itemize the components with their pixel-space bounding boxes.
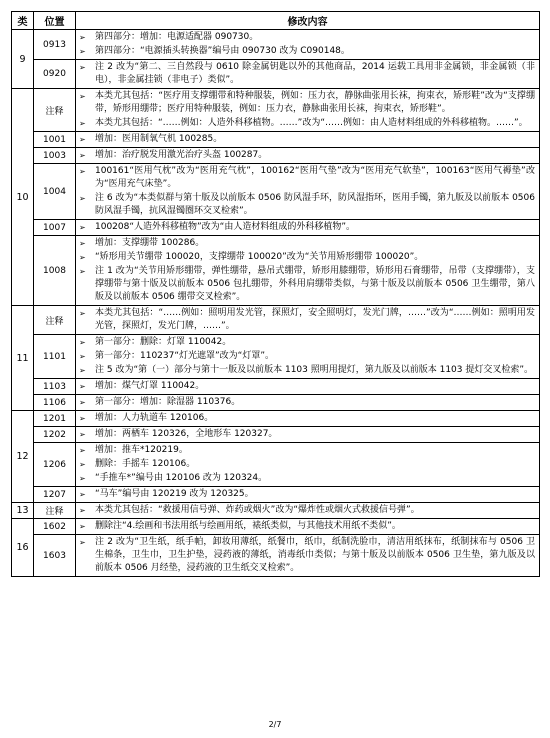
- item-text: 删除注“4.绘画和书法用纸与绘画用纸，裱纸类似，与其他技术用纸不类似”。: [95, 521, 401, 531]
- list-item: [79, 307, 535, 333]
- position-cell: 1202: [34, 427, 76, 443]
- table-row: [12, 503, 540, 519]
- arrow-bullet-icon: ➢: [79, 239, 86, 248]
- item-text: 本类尤其包括：“……例如：人造外科移植物。……”改为“……例如：由人造材料组成的外科移植物。……”。: [95, 118, 528, 128]
- position-cell: 1103: [34, 379, 76, 395]
- list-item: [79, 472, 535, 485]
- table-row: [12, 60, 540, 89]
- content-cell: [76, 443, 540, 487]
- arrow-bullet-icon: ➢: [79, 338, 86, 347]
- content-cell: [76, 60, 540, 89]
- header-position: 位置: [34, 12, 76, 30]
- list-item: [79, 336, 535, 349]
- content-cell: [76, 395, 540, 411]
- list-item: [79, 45, 535, 58]
- arrow-bullet-icon: ➢: [79, 490, 86, 499]
- position-cell: 1206: [34, 443, 76, 487]
- arrow-bullet-icon: ➢: [79, 223, 86, 232]
- list-item: [79, 504, 535, 517]
- arrow-bullet-icon: ➢: [79, 460, 86, 469]
- arrow-bullet-icon: ➢: [79, 119, 86, 128]
- content-cell: [76, 427, 540, 443]
- arrow-bullet-icon: ➢: [79, 474, 86, 483]
- arrow-bullet-icon: ➢: [79, 430, 86, 439]
- table-row: [12, 395, 540, 411]
- table-row: [12, 148, 540, 164]
- arrow-bullet-icon: ➢: [79, 538, 86, 547]
- list-item: [79, 251, 535, 264]
- list-item: [79, 61, 535, 87]
- content-cell: [76, 487, 540, 503]
- list-item: [79, 192, 535, 218]
- content-cell: [76, 236, 540, 306]
- item-text: “矫形用关节绷带 100020，支撑绷带 100020”改为“关节用矫形绷带 100020”。: [95, 252, 424, 262]
- list-item: [79, 350, 535, 363]
- header-class: 类: [12, 12, 34, 30]
- class-number-cell: 16: [12, 519, 34, 577]
- arrow-bullet-icon: ➢: [79, 352, 86, 361]
- item-text: 本类尤其包括：“……例如：照明用发光管，探照灯，安全照明灯，发光门牌，……”改为“……例如：照明用发光管，探照灯，发光门牌，……”。: [95, 308, 535, 331]
- table-row: [12, 89, 540, 132]
- position-cell: 0913: [34, 30, 76, 60]
- content-cell: [76, 306, 540, 335]
- item-text: 本类尤其包括：“救援用信号弹、炸药或烟火”改为“爆炸性或烟火式救援信号弹”。: [95, 505, 420, 515]
- arrow-bullet-icon: ➢: [79, 446, 86, 455]
- table-row: [12, 443, 540, 487]
- list-item: [79, 237, 535, 250]
- item-text: 第一部分：增加：除湿器 110376。: [95, 397, 241, 407]
- table-row: [12, 220, 540, 236]
- content-cell: [76, 535, 540, 577]
- arrow-bullet-icon: ➢: [79, 194, 86, 203]
- arrow-bullet-icon: ➢: [79, 414, 86, 423]
- table-row: [12, 236, 540, 306]
- arrow-bullet-icon: ➢: [79, 92, 86, 101]
- item-text: “马车”编号由 120219 改为 120325。: [95, 489, 254, 499]
- position-cell: 1007: [34, 220, 76, 236]
- position-cell: 1101: [34, 335, 76, 379]
- table-row: [12, 132, 540, 148]
- arrow-bullet-icon: ➢: [79, 63, 86, 72]
- table-row: [12, 411, 540, 427]
- page-number: 2/7: [268, 720, 282, 729]
- list-item: [79, 265, 535, 304]
- arrow-bullet-icon: ➢: [79, 267, 86, 276]
- position-cell: 注释: [34, 306, 76, 335]
- list-item: [79, 412, 535, 425]
- item-text: 第一部分：删除：灯罩 110042。: [95, 337, 232, 347]
- document-page: [11, 11, 539, 577]
- table-row: [12, 519, 540, 535]
- content-cell: [76, 379, 540, 395]
- table-row: [12, 379, 540, 395]
- arrow-bullet-icon: ➢: [79, 47, 86, 56]
- position-cell: 0920: [34, 60, 76, 89]
- content-cell: [76, 220, 540, 236]
- item-text: 注 6 改为“本类似群与第十版及以前版本 0506 防风湿手环，防风湿指环，医用手镯，第九版及以前版本 0506 防风湿手镯，抗风湿镯圈环交叉检索”。: [95, 193, 535, 216]
- item-text: 增加：两栖车 120326，全地形车 120327。: [95, 429, 278, 439]
- table-header-row: [12, 12, 540, 30]
- list-item: [79, 458, 535, 471]
- class-number-cell: 9: [12, 30, 34, 89]
- list-item: [79, 396, 535, 409]
- table-row: [12, 535, 540, 577]
- list-item: [79, 444, 535, 457]
- content-cell: [76, 132, 540, 148]
- item-text: 第一部分：110237“灯光遮罩”改为“灯罩”。: [95, 351, 275, 361]
- class-number-cell: 11: [12, 306, 34, 411]
- item-text: 第四部分：“电源插头转换器”编号由 090730 改为 C090148。: [95, 46, 350, 56]
- item-text: 增加：医用制氧气机 100285。: [95, 134, 223, 144]
- position-cell: 1106: [34, 395, 76, 411]
- item-text: “手推车*”编号由 120106 改为 120324。: [95, 473, 268, 483]
- list-item: [79, 165, 535, 191]
- class-number-cell: 12: [12, 411, 34, 503]
- list-item: [79, 133, 535, 146]
- arrow-bullet-icon: ➢: [79, 366, 86, 375]
- list-item: [79, 380, 535, 393]
- arrow-bullet-icon: ➢: [79, 135, 86, 144]
- position-cell: 1001: [34, 132, 76, 148]
- content-cell: [76, 503, 540, 519]
- item-text: 增加：推车*120219。: [95, 445, 188, 455]
- list-item: [79, 221, 535, 234]
- item-text: 注 2 改为“第二、三自然段与 0610 除金属钥匙以外的其他商品，2014 运载工具用非金属锁，非金属锁（非电），非金属挂锁（非电子）类似”。: [95, 62, 535, 85]
- table-row: [12, 30, 540, 60]
- item-text: 100161“医用气枕”改为“医用充气枕”，100162“医用气垫”改为“医用充气软垫”，100163“医用气褥垫”改为“医用充气床垫”。: [95, 166, 535, 189]
- content-cell: [76, 30, 540, 60]
- content-cell: [76, 89, 540, 132]
- list-item: [79, 117, 535, 130]
- item-text: 删除：手摇车 120106。: [95, 459, 196, 469]
- content-cell: [76, 411, 540, 427]
- table-row: [12, 487, 540, 503]
- item-text: 注 5 改为“第（一）部分与第十一版及以前版本 1103 照明用提灯，第九版及以前版本 1103 提灯交叉检索”。: [95, 365, 534, 375]
- list-item: [79, 149, 535, 162]
- position-cell: 注释: [34, 503, 76, 519]
- list-item: [79, 90, 535, 116]
- arrow-bullet-icon: ➢: [79, 151, 86, 160]
- content-cell: [76, 519, 540, 535]
- position-cell: 1207: [34, 487, 76, 503]
- table-row: [12, 335, 540, 379]
- arrow-bullet-icon: ➢: [79, 398, 86, 407]
- list-item: [79, 31, 535, 44]
- position-cell: 1004: [34, 164, 76, 220]
- list-item: [79, 428, 535, 441]
- item-text: 本类尤其包括：“医疗用支撑绷带和特种服装，例如：压力衣，静脉曲张用长袜，拘束衣，矫形鞋”改为“支撑绷带，矫形用绷带；医疗用特种服装，例如：压力衣，静脉曲张用长袜，拘束衣，矫形鞋”。: [95, 91, 535, 114]
- item-text: 增加：煤气灯罩 110042。: [95, 381, 205, 391]
- item-text: 第四部分：增加：电源适配器 090730。: [95, 32, 259, 42]
- item-text: 注 2 改为“卫生纸，纸手帕，卸妆用薄纸，纸餐巾，纸巾，纸制洗脸巾，清洁用纸抹布，纸制抹布与 0506 卫生棉条，卫生巾，卫生护垫，浸药液的薄纸，消毒纸巾类似；与第十版及以前版本 0506 卫生垫，第九版及以前版本 0506 月经垫，浸药液的卫生纸交叉检索”。: [95, 537, 535, 573]
- arrow-bullet-icon: ➢: [79, 167, 86, 176]
- class-number-cell: 10: [12, 89, 34, 306]
- list-item: [79, 364, 535, 377]
- content-cell: [76, 148, 540, 164]
- item-text: 增加：治疗脱发用激光治疗头盔 100287。: [95, 150, 268, 160]
- list-item: [79, 488, 535, 501]
- position-cell: 注释: [34, 89, 76, 132]
- list-item: [79, 536, 535, 575]
- arrow-bullet-icon: ➢: [79, 253, 86, 262]
- item-text: 注 1 改为“关节用矫形绷带，弹性绷带，悬吊式绷带，矫形用膝绷带，矫形用石膏绷带，吊带（支撑绷带），支撑绷带与第十版及以前版本 0506 包扎绷带，外科用肩绷带类似，与第十版及以前版本 0506 卫生绷带，第八版及以前版本 0506 绷带交叉检索”。: [95, 266, 535, 302]
- content-cell: [76, 164, 540, 220]
- item-text: 增加：支撑绷带 100286。: [95, 238, 205, 248]
- table-row: [12, 164, 540, 220]
- table-row: [12, 427, 540, 443]
- arrow-bullet-icon: ➢: [79, 309, 86, 318]
- revision-table: [11, 11, 540, 577]
- position-cell: 1602: [34, 519, 76, 535]
- position-cell: 1003: [34, 148, 76, 164]
- arrow-bullet-icon: ➢: [79, 506, 86, 515]
- item-text: 增加：人力轨道车 120106。: [95, 413, 214, 423]
- arrow-bullet-icon: ➢: [79, 522, 86, 531]
- class-number-cell: 13: [12, 503, 34, 519]
- arrow-bullet-icon: ➢: [79, 382, 86, 391]
- position-cell: 1008: [34, 236, 76, 306]
- item-text: 100208“人造外科移植物”改为“由人造材料组成的外科移植物”。: [95, 222, 356, 232]
- header-content: 修改内容: [76, 12, 540, 30]
- content-cell: [76, 335, 540, 379]
- table-row: [12, 306, 540, 335]
- list-item: [79, 520, 535, 533]
- position-cell: 1603: [34, 535, 76, 577]
- arrow-bullet-icon: ➢: [79, 33, 86, 42]
- position-cell: 1201: [34, 411, 76, 427]
